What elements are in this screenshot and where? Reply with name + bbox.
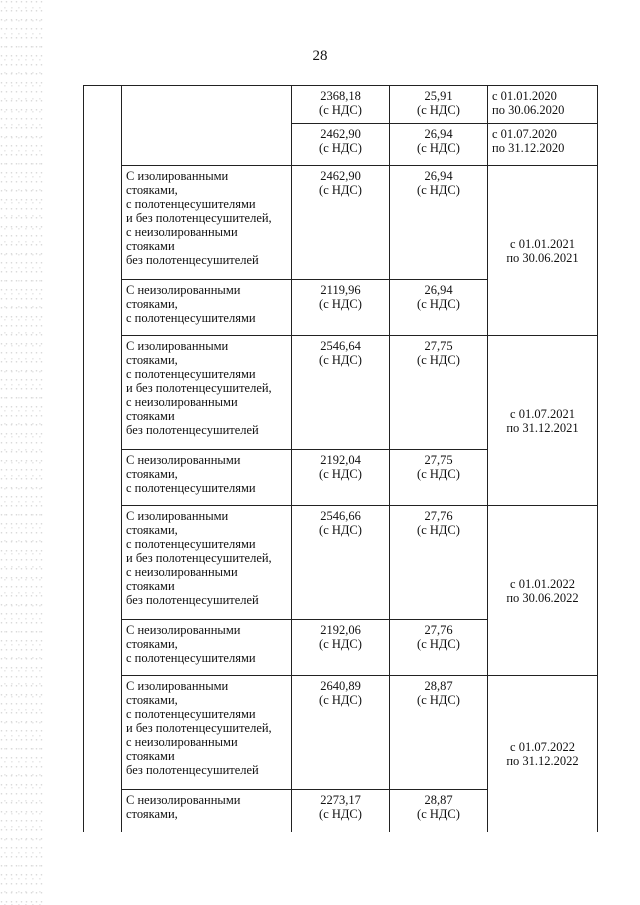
price-note: (с НДС) bbox=[319, 807, 362, 821]
water-note: (с НДС) bbox=[417, 353, 460, 367]
price-note: (с НДС) bbox=[319, 103, 362, 117]
water-note: (с НДС) bbox=[417, 297, 460, 311]
water-value: 27,76 bbox=[424, 509, 453, 523]
price-value: 2462,90 bbox=[320, 169, 361, 183]
table-row bbox=[84, 86, 598, 124]
price-cell bbox=[292, 280, 390, 336]
scan-noise-margin bbox=[0, 0, 44, 905]
water-cell bbox=[390, 450, 488, 506]
price-cell bbox=[292, 506, 390, 620]
table-row bbox=[84, 506, 598, 620]
water-cell bbox=[390, 166, 488, 280]
period-cell: с 01.07.2020 по 31.12.2020 bbox=[488, 124, 598, 166]
tariff-table bbox=[83, 85, 598, 832]
desc-cell: С изолированными стояками, с полотенцесушителями и без полотенцесушителей, с неизолированными стояками без полотенцесушителей bbox=[122, 676, 292, 790]
price-value: 2462,90 bbox=[320, 127, 361, 141]
price-note: (с НДС) bbox=[319, 693, 362, 707]
price-cell bbox=[292, 676, 390, 790]
price-value: 2192,06 bbox=[320, 623, 361, 637]
price-note: (с НДС) bbox=[319, 297, 362, 311]
desc-cell: С изолированными стояками, с полотенцесушителями и без полотенцесушителей, с неизолированными стояками без полотенцесушителей bbox=[122, 336, 292, 450]
water-value: 27,76 bbox=[424, 623, 453, 637]
period-cell-merged: с 01.07.2021 по 31.12.2021 bbox=[488, 336, 598, 506]
price-note: (с НДС) bbox=[319, 141, 362, 155]
water-cell bbox=[390, 620, 488, 676]
page-number: 28 bbox=[312, 48, 328, 64]
water-cell bbox=[390, 790, 488, 832]
water-note: (с НДС) bbox=[417, 141, 460, 155]
water-value: 26,94 bbox=[424, 169, 453, 183]
water-cell bbox=[390, 676, 488, 790]
period-cell-merged: с 01.01.2021 по 30.06.2021 bbox=[488, 166, 598, 336]
desc-cell: С неизолированными стояками, с полотенцесушителями bbox=[122, 620, 292, 676]
water-cell bbox=[390, 124, 488, 166]
index-column-cell bbox=[84, 86, 122, 832]
water-cell bbox=[390, 506, 488, 620]
price-value: 2192,04 bbox=[320, 453, 361, 467]
water-note: (с НДС) bbox=[417, 693, 460, 707]
water-value: 26,94 bbox=[424, 283, 453, 297]
price-cell bbox=[292, 166, 390, 280]
period-cell-merged: с 01.01.2022 по 30.06.2022 bbox=[488, 506, 598, 676]
desc-cell-empty bbox=[122, 86, 292, 166]
desc-cell: С изолированными стояками, с полотенцесушителями и без полотенцесушителей, с неизолированными стояками без полотенцесушителей bbox=[122, 166, 292, 280]
price-cell bbox=[292, 620, 390, 676]
water-value: 27,75 bbox=[424, 339, 453, 353]
desc-cell: С неизолированными стояками, с полотенцесушителями bbox=[122, 280, 292, 336]
water-cell bbox=[390, 86, 488, 124]
price-value: 2546,66 bbox=[320, 509, 361, 523]
price-value: 2640,89 bbox=[320, 679, 361, 693]
water-note: (с НДС) bbox=[417, 467, 460, 481]
price-cell bbox=[292, 450, 390, 506]
water-value: 25,91 bbox=[424, 89, 453, 103]
price-cell bbox=[292, 86, 390, 124]
price-note: (с НДС) bbox=[319, 637, 362, 651]
water-note: (с НДС) bbox=[417, 103, 460, 117]
price-cell bbox=[292, 124, 390, 166]
water-note: (с НДС) bbox=[417, 183, 460, 197]
period-cell-merged: с 01.07.2022 по 31.12.2022 bbox=[488, 676, 598, 832]
desc-cell: С изолированными стояками, с полотенцесушителями и без полотенцесушителей, с неизолированными стояками без полотенцесушителей bbox=[122, 506, 292, 620]
price-note: (с НДС) bbox=[319, 353, 362, 367]
price-value: 2546,64 bbox=[320, 339, 361, 353]
desc-cell: С неизолированными стояками, bbox=[122, 790, 292, 832]
table-row bbox=[84, 676, 598, 790]
water-value: 27,75 bbox=[424, 453, 453, 467]
water-cell bbox=[390, 280, 488, 336]
price-value: 2273,17 bbox=[320, 793, 361, 807]
water-note: (с НДС) bbox=[417, 637, 460, 651]
price-note: (с НДС) bbox=[319, 183, 362, 197]
price-value: 2368,18 bbox=[320, 89, 361, 103]
price-note: (с НДС) bbox=[319, 467, 362, 481]
table-row bbox=[84, 336, 598, 450]
water-note: (с НДС) bbox=[417, 807, 460, 821]
water-value: 26,94 bbox=[424, 127, 453, 141]
price-value: 2119,96 bbox=[320, 283, 361, 297]
desc-cell: С неизолированными стояками, с полотенцесушителями bbox=[122, 450, 292, 506]
water-value: 28,87 bbox=[424, 793, 453, 807]
price-cell bbox=[292, 790, 390, 832]
water-cell bbox=[390, 336, 488, 450]
period-cell: с 01.01.2020 по 30.06.2020 bbox=[488, 86, 598, 124]
price-note: (с НДС) bbox=[319, 523, 362, 537]
water-note: (с НДС) bbox=[417, 523, 460, 537]
water-value: 28,87 bbox=[424, 679, 453, 693]
price-cell bbox=[292, 336, 390, 450]
table-row bbox=[84, 166, 598, 280]
